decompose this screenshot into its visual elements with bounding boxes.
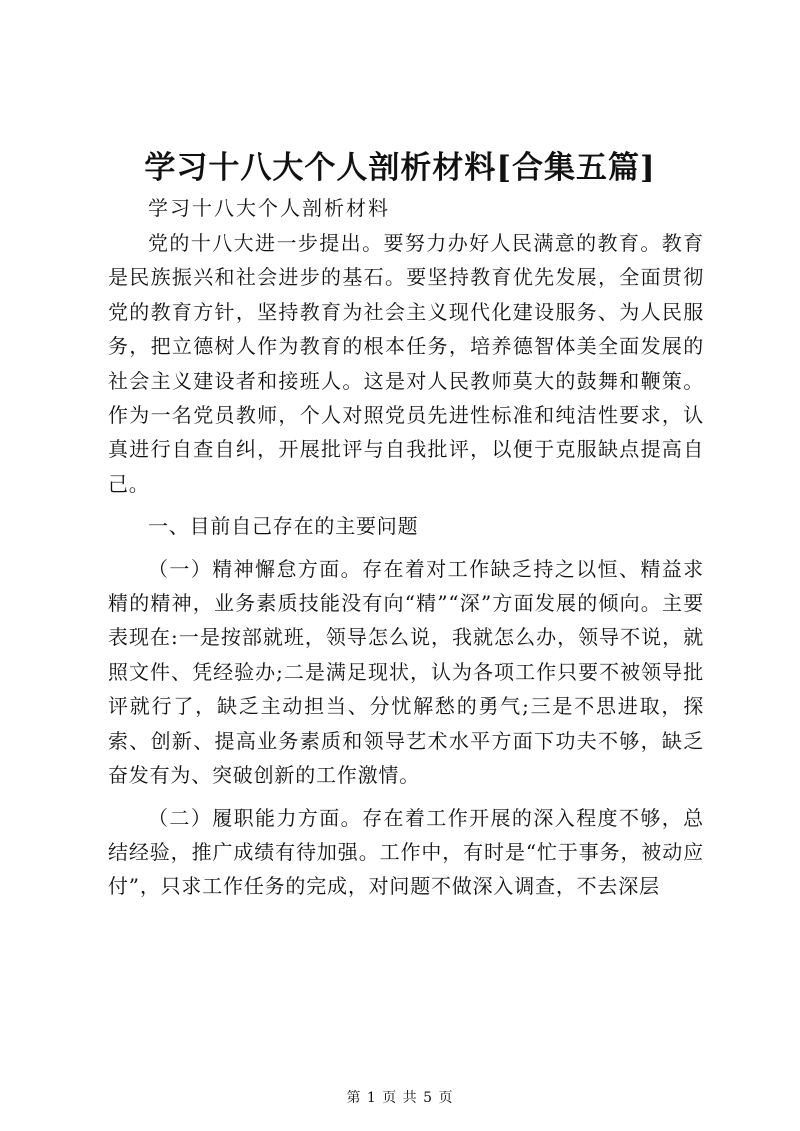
- document-subtitle: 学习十八大个人剖析材料: [148, 196, 390, 220]
- body-paragraph: （二）履职能力方面。存在着工作开展的深入程度不够，总结经验，推广成绩有待加强。工作中，有时是“忙于事务，被动应付”，只求工作任务的完成，对问题不做深入调查，不去深层: [108, 805, 704, 899]
- document-title: 学习十八大个人剖析材料[合集五篇]: [144, 150, 656, 186]
- page-footer: 第 1 页 共 5 页: [346, 1090, 454, 1106]
- body-paragraph: （一）精神懈怠方面。存在着对工作缺乏持之以恒、精益求精的精神，业务素质技能没有向“精”“深”方面发展的倾向。主要表现在:一是按部就班，领导怎么说，我就怎么办，领导不说，就照文件、凭经验办;二是满足现状，认为各项工作只要不被领导批评就行了，缺乏主动担当、分忧解愁的勇气;三是不思进取，探索、创新、提高业务素质和领导艺术水平方面下功夫不够，缺乏奋发有为、突破创新的工作激情。: [108, 556, 704, 788]
- section-heading: 一、目前自己存在的主要问题: [148, 514, 419, 539]
- body-paragraph: 党的十八大进一步提出。要努力办好人民满意的教育。教育是民族振兴和社会进步的基石。要坚持教育优先发展，全面贯彻党的教育方针，坚持教育为社会主义现代化建设服务、为人民服务，把立德树人作为教育的根本任务，培养德智体美全面发展的社会主义建设者和接班人。这是对人民教师莫大的鼓舞和鞭策。作为一名党员教师，个人对照党员先进性标准和纯洁性要求，认真进行自查自纠，开展批评与自我批评，以便于克服缺点提高自己。: [108, 231, 704, 496]
- document-body: [108, 226, 704, 904]
